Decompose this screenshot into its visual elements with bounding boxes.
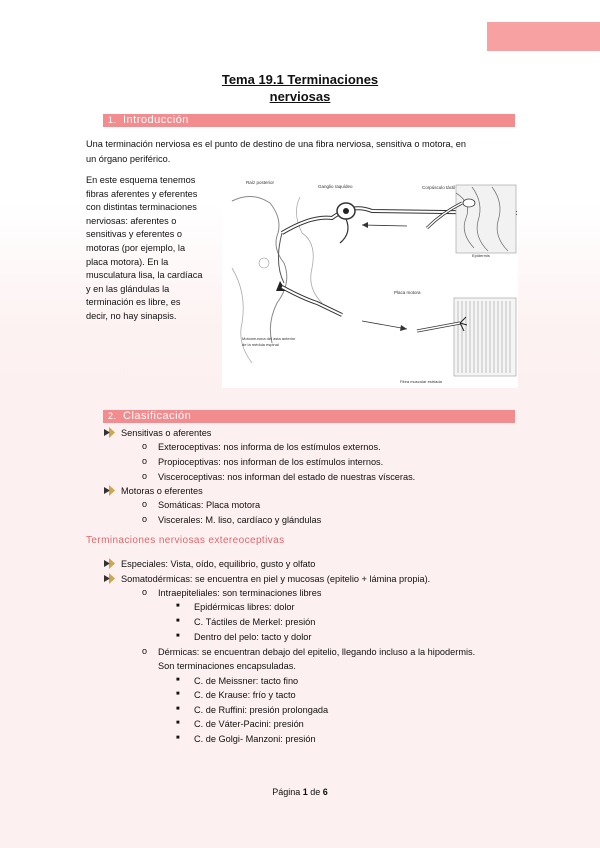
item-merkel: C. Táctiles de Merkel: presión xyxy=(194,617,316,627)
intro-side-line: fibras aferentes y eferentes xyxy=(86,188,198,199)
label-fibra: Fibra muscular estriada xyxy=(400,379,442,384)
circle-bullet: o xyxy=(142,514,148,524)
circle-bullet: o xyxy=(142,456,148,466)
arrow-bullet-icon xyxy=(104,485,115,496)
footer-mid: de xyxy=(310,787,321,797)
intro-side-line: placa motora). En la xyxy=(86,256,169,267)
intro-side-line: terminación es libre, es xyxy=(86,297,181,308)
page-title-line2: nerviosas xyxy=(269,89,331,104)
footer-page-number: 1 xyxy=(302,787,308,797)
section-heading-introduccion xyxy=(103,114,515,127)
item-especiales: Especiales: Vista, oído, equilibrio, gusto y olfato xyxy=(121,559,316,569)
circle-bullet: o xyxy=(142,587,148,597)
item-epidermicas: Epidérmicas libres: dolor xyxy=(194,602,295,612)
item-golgi: C. de Golgi- Manzoni: presión xyxy=(194,734,316,744)
footer-total-pages: 6 xyxy=(322,787,328,797)
label-epidermis: Epidermis xyxy=(472,253,490,258)
square-bullet: ■ xyxy=(176,735,180,741)
item-somatodermicas: Somatodérmicas: se encuentra en piel y mucosas (epitelio + lámina propia). xyxy=(121,574,431,584)
item-pelo: Dentro del pelo: tacto y dolor xyxy=(194,632,312,642)
arrow-bullet-icon xyxy=(104,558,115,569)
circle-bullet: o xyxy=(142,646,148,656)
section-label: Introducción xyxy=(123,114,189,126)
square-bullet: ■ xyxy=(176,603,180,609)
circle-bullet: o xyxy=(142,441,148,451)
intro-side-line: sensitivas y eferentes o xyxy=(86,229,183,240)
square-bullet: ■ xyxy=(176,633,180,639)
intro-paragraph-line2: un órgano periférico. xyxy=(86,154,171,164)
item-somaticas: Somáticas: Placa motora xyxy=(158,500,261,510)
square-bullet: ■ xyxy=(176,691,180,697)
item-krause: C. de Krause: frío y tacto xyxy=(194,690,296,700)
item-viscerales: Viscerales: M. liso, cardíaco y glándulas xyxy=(158,515,322,525)
page-footer xyxy=(0,787,600,797)
label-ganglio: Ganglio raquídeo xyxy=(318,184,353,189)
nerve-endings-diagram xyxy=(222,173,518,388)
subheading-extereoceptivas: Terminaciones nerviosas extereoceptivas xyxy=(86,535,285,546)
square-bullet: ■ xyxy=(176,720,180,726)
intro-side-line: motoras (por ejemplo, la xyxy=(86,243,186,253)
square-bullet: ■ xyxy=(176,706,180,712)
item-dermicas-line1: Dérmicas: se encuentran debajo del epitelio, llegando incluso a la hipodermis. xyxy=(158,647,476,657)
section-label: Clasificación xyxy=(123,410,192,422)
corner-decoration xyxy=(487,22,600,51)
item-dermicas-line2: Son terminaciones encapsuladas. xyxy=(158,661,296,671)
item-motoras: Motoras o eferentes xyxy=(121,486,203,496)
item-ruffini: C. de Ruffini: presión prolongada xyxy=(194,705,329,715)
section-number: 1. xyxy=(108,115,117,125)
intro-side-line: musculatura lisa, la cardíaca xyxy=(86,270,203,281)
label-motoneurona-1: Motoneurona del asta anterior xyxy=(242,336,296,341)
circle-bullet: o xyxy=(142,499,148,509)
label-raiz: Raíz posterior xyxy=(246,180,275,185)
square-bullet: ■ xyxy=(176,677,180,683)
intro-side-line: En este esquema tenemos xyxy=(86,175,196,185)
item-pacini: C. de Váter-Pacini: presión xyxy=(194,719,304,729)
intro-side-line: decir, no hay sinapsis. xyxy=(86,311,177,321)
circle-bullet: o xyxy=(142,471,148,481)
item-meissner: C. de Meissner: tacto fino xyxy=(194,676,299,686)
label-motoneurona-2: de la médula espinal xyxy=(242,342,279,347)
page-title-line1: Tema 19.1 Terminaciones xyxy=(221,72,379,87)
intro-paragraph-line1: Una terminación nerviosa es el punto de destino de una fibra nerviosa, sensitiva o motora, en xyxy=(86,139,466,149)
footer-prefix: Página xyxy=(272,787,301,797)
label-corpusculo: Corpúsculo táctil xyxy=(422,185,456,190)
item-exteroceptivas: Exteroceptivas: nos informa de los estímulos externos. xyxy=(158,442,381,452)
square-bullet: ■ xyxy=(176,618,180,624)
item-sensitivas: Sensitivas o aferentes xyxy=(121,428,212,438)
item-propioceptivas: Propioceptivas: nos informan de los estímulos internos. xyxy=(158,457,384,467)
intro-side-line: nerviosas: aferentes o xyxy=(86,215,177,226)
section-heading-clasificacion xyxy=(103,410,515,423)
intro-side-line: y en las glándulas la xyxy=(86,283,170,294)
arrow-bullet-icon xyxy=(104,573,115,584)
section-number: 2. xyxy=(108,411,117,421)
item-visceroceptivas: Visceroceptivas: nos informan del estado de nuestras vísceras. xyxy=(158,472,416,482)
arrow-bullet-icon xyxy=(104,427,115,438)
intro-side-line: con distintas terminaciones xyxy=(86,202,197,213)
label-placa: Placa motora xyxy=(394,290,421,295)
diagram-svg xyxy=(222,173,518,388)
item-intraepiteliales: Intraepiteliales: son terminaciones libres xyxy=(158,588,322,598)
